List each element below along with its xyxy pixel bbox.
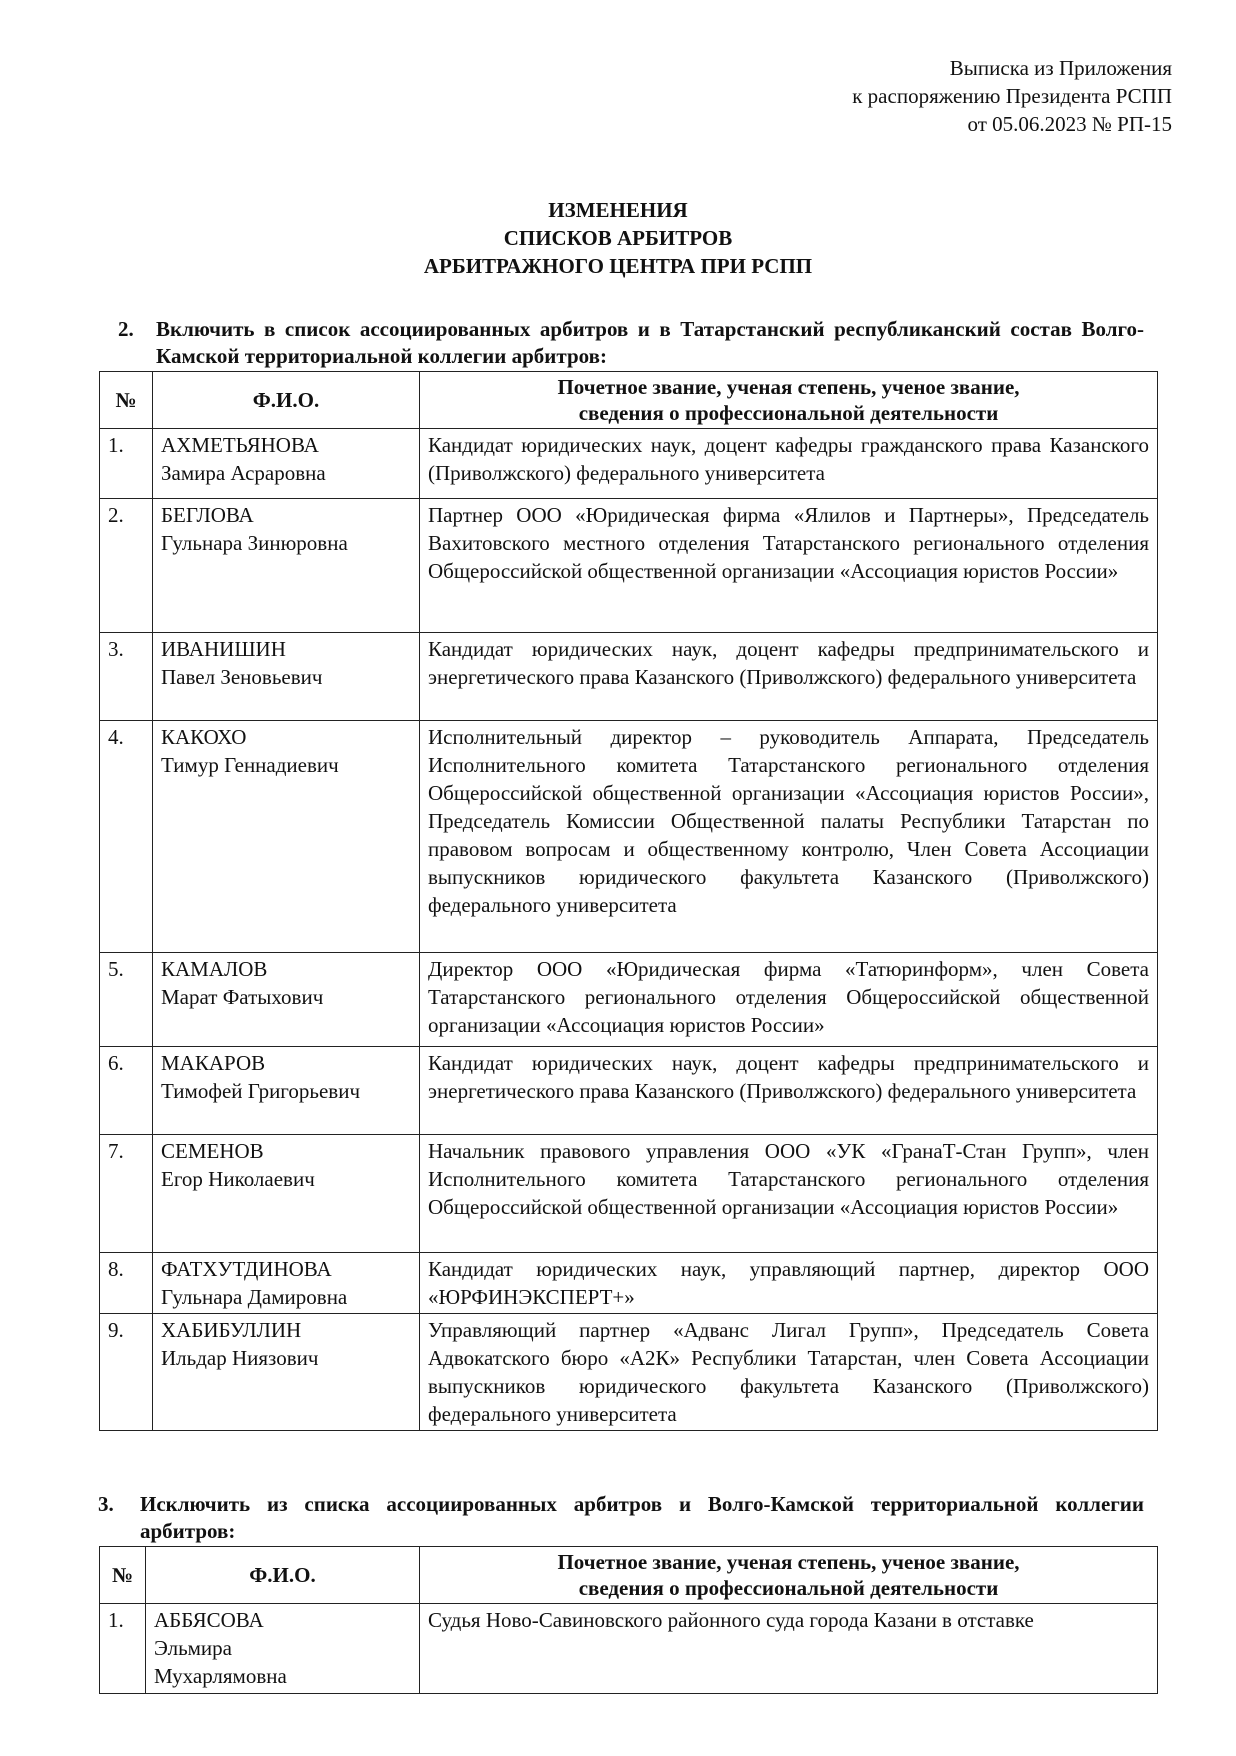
row-fio — [153, 721, 420, 953]
row-fio — [153, 1253, 420, 1314]
table-row — [100, 721, 1158, 953]
row-fio — [153, 1314, 420, 1431]
row-fio — [153, 429, 420, 499]
arbiter-given-name: Эльмира — [154, 1636, 232, 1660]
section-heading-text: Включить в список ассоциированных арбитров и в Татарстанский республиканский состав Волго-Камской территориальной коллегии арбитров: — [156, 317, 1144, 368]
header-desc — [420, 1547, 1158, 1604]
exclude-table — [99, 1546, 1158, 1694]
section-2-heading — [118, 316, 1144, 370]
row-description: Кандидат юридических наук, управляющий партнер, директор ООО «ЮРФИНЭКСПЕРТ+» — [420, 1253, 1158, 1314]
row-description: Кандидат юридических наук, доцент кафедры гражданского права Казанского (Приволжского) федерального университета — [420, 429, 1158, 499]
row-number: 5. — [100, 953, 153, 1047]
document-title — [0, 196, 1236, 280]
header-desc-line: сведения о профессиональной деятельности — [578, 1576, 999, 1600]
arbiter-given-name: Тимофей Григорьевич — [161, 1079, 361, 1103]
title-line: АРБИТРАЖНОГО ЦЕНТРА ПРИ РСПП — [423, 254, 813, 278]
header-desc-line: Почетное звание, ученая степень, ученое звание, — [557, 1550, 1020, 1574]
row-number: 7. — [100, 1135, 153, 1253]
row-number: 6. — [100, 1047, 153, 1135]
arbiter-surname: АХМЕТЬЯНОВА — [161, 433, 319, 457]
arbiter-given-name: Замира Асраровна — [161, 461, 326, 485]
arbiter-surname: ИВАНИШИН — [161, 637, 286, 661]
row-description: Партнер ООО «Юридическая фирма «Ялилов и Партнеры», Председатель Вахитовского местного отделения Татарстанского регионального отделения Общероссийской общественной организации «Ассоциация юристов России» — [420, 499, 1158, 633]
arbiter-given-name: Гульнара Зинюровна — [161, 531, 348, 555]
row-description: Кандидат юридических наук, доцент кафедры предпринимательского и энергетического права Казанского (Приволжского) федерального университета — [420, 633, 1158, 721]
arbiter-surname: КАМАЛОВ — [161, 957, 268, 981]
section-number: 3. — [98, 1492, 114, 1516]
row-fio — [153, 1135, 420, 1253]
header-note-line: к распоряжению Президента РСПП — [852, 84, 1172, 108]
include-table — [99, 371, 1158, 1431]
header-desc-line: Почетное звание, ученая степень, ученое звание, — [557, 375, 1020, 399]
arbiter-given-name: Гульнара Дамировна — [161, 1285, 348, 1309]
table-header-row — [100, 1547, 1158, 1604]
row-number: 9. — [100, 1314, 153, 1431]
header-desc — [420, 372, 1158, 429]
row-description: Управляющий партнер «Адванс Лигал Групп», Председатель Совета Адвокатского бюро «А2К» Республики Татарстан, член Совета Ассоциации выпускников юридического факультета Казанского (Приволжского) федерального университета — [420, 1314, 1158, 1431]
row-description: Кандидат юридических наук, доцент кафедры предпринимательского и энергетического права Казанского (Приволжского) федерального университета — [420, 1047, 1158, 1135]
row-number: 3. — [100, 633, 153, 721]
section-3-heading — [98, 1491, 1144, 1545]
header-num: № — [100, 372, 153, 429]
row-description: Директор ООО «Юридическая фирма «Татюринформ», член Совета Татарстанского регионального отделения Общероссийской общественной организации «Ассоциация юристов России» — [420, 953, 1158, 1047]
title-line: СПИСКОВ АРБИТРОВ — [503, 226, 733, 250]
row-number: 1. — [100, 1604, 146, 1694]
title-line: ИЗМЕНЕНИЯ — [548, 198, 688, 222]
arbiter-surname: АББЯСОВА — [154, 1608, 264, 1632]
table-row — [100, 499, 1158, 633]
section-heading-text: Исключить из списка ассоциированных арбитров и Волго-Камской территориальной коллегии арбитров: — [140, 1492, 1144, 1543]
row-number: 8. — [100, 1253, 153, 1314]
row-description: Исполнительный директор – руководитель Аппарата, Председатель Исполнительного комитета Татарстанского регионального отделения Общероссийской общественной организации «Ассоциация юристов России», Председатель Комиссии Общественной палаты Республики Татарстан по правовом вопросам и общественному контролю, Член Совета Ассоциации выпускников юридического факультета Казанского (Приволжского) федерального университета — [420, 721, 1158, 953]
table-row — [100, 1314, 1158, 1431]
table-row — [100, 633, 1158, 721]
header-note-line: Выписка из Приложения — [949, 56, 1172, 80]
row-number: 1. — [100, 429, 153, 499]
table-row — [100, 1047, 1158, 1135]
arbiter-surname: МАКАРОВ — [161, 1051, 266, 1075]
table-row — [100, 1135, 1158, 1253]
table-row — [100, 953, 1158, 1047]
table-header-row — [100, 372, 1158, 429]
header-fio: Ф.И.О. — [153, 372, 420, 429]
table-row — [100, 429, 1158, 499]
arbiter-given-name: Ильдар Ниязович — [161, 1346, 319, 1370]
row-fio — [153, 1047, 420, 1135]
header-fio: Ф.И.О. — [146, 1547, 420, 1604]
arbiter-surname: ФАТХУТДИНОВА — [161, 1257, 332, 1281]
arbiter-surname: КАКОХО — [161, 725, 247, 749]
header-note-line: от 05.06.2023 № РП-15 — [967, 112, 1172, 136]
arbiter-surname: ХАБИБУЛЛИН — [161, 1318, 302, 1342]
row-description: Начальник правового управления ООО «УК «ГранаТ-Стан Групп», член Исполнительного комитета Татарстанского регионального отделения Общероссийской общественной организации «Ассоциация юристов России» — [420, 1135, 1158, 1253]
arbiter-patronymic: Мухарлямовна — [154, 1664, 287, 1688]
arbiter-given-name: Тимур Геннадиевич — [161, 753, 339, 777]
header-note — [852, 54, 1172, 138]
row-fio — [153, 953, 420, 1047]
arbiter-surname: СЕМЕНОВ — [161, 1139, 264, 1163]
arbiter-surname: БЕГЛОВА — [161, 503, 254, 527]
table-row — [100, 1253, 1158, 1314]
header-num: № — [100, 1547, 146, 1604]
arbiter-given-name: Марат Фатыхович — [161, 985, 324, 1009]
arbiter-given-name: Павел Зеновьевич — [161, 665, 323, 689]
row-fio — [153, 633, 420, 721]
section-number: 2. — [118, 317, 134, 341]
row-description: Судья Ново-Савиновского районного суда города Казани в отставке — [420, 1604, 1158, 1694]
arbiter-given-name: Егор Николаевич — [161, 1167, 315, 1191]
header-desc-line: сведения о профессиональной деятельности — [578, 401, 999, 425]
row-number: 2. — [100, 499, 153, 633]
row-fio — [146, 1604, 420, 1694]
row-number: 4. — [100, 721, 153, 953]
row-fio — [153, 499, 420, 633]
table-row — [100, 1604, 1158, 1694]
